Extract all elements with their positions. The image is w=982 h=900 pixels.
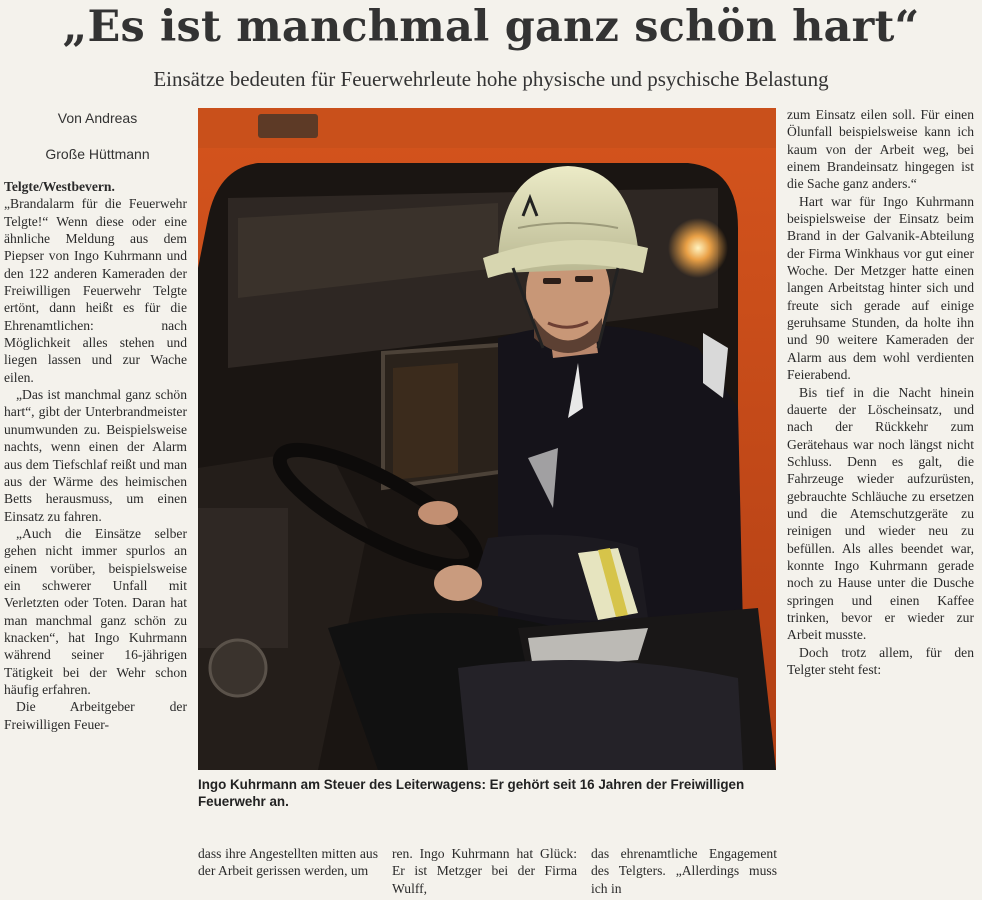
photo (198, 108, 776, 770)
article-column-5 (787, 106, 974, 678)
byline-line-2: Große Hüttmann (45, 146, 150, 162)
paragraph-text: „Brandalarm für die Feuerwehr Telgte!“ Wenn diese oder eine ähnliche Meldung aus dem Piepser von Ingo Kuhrmann und den 122 anderen Kameraden der Freiwilligen Feuerwehr Telgte ertönt, dann heißt es für die Ehrenamtlichen: nach Möglichkeit alles stehen und liegen lassen und zur Wache eilen. (4, 196, 187, 385)
paragraph: „Das ist manchmal ganz schön hart“, gibt der Unterbrandmeister unumwunden zu. Beispielsweise nachts, wenn einen der Alarm aus dem Tiefschlaf reißt und man aus der Wärme des heimischen Betts herausmuss, um einen Einsatz zu fahren. (4, 387, 187, 524)
bottom-column-3: ren. Ingo Kuhrmann hat Glück: Er ist Metzger bei der Firma Wulff, (392, 846, 577, 896)
byline-line-1: Von Andreas (57, 110, 138, 126)
article-column-1 (4, 178, 187, 733)
paragraph: Die Arbeitgeber der Freiwilligen Feuer- (4, 699, 187, 732)
paragraph (4, 178, 187, 386)
headline: „Es ist manchmal ganz schön hart“ (62, 2, 920, 52)
photo-caption: Ingo Kuhrmann am Steuer des Leiterwagens: Er gehört seit 16 Jahren der Freiwilligen Feuerwehr an. (198, 777, 745, 809)
paragraph: Hart war für Ingo Kuhrmann beispielsweise der Einsatz beim Brand in der Galvanik-Abteilung der Firma Winkhaus vor gut einer Woche. Der Metzger hatte einen langen Arbeitstag hinter sich und freute sich gerade auf einige geruhsame Stunden, da holte ihn und 90 weitere Kameraden der Alarm aus dem wohl verdienten Feierabend. (787, 193, 974, 383)
paragraph: Bis tief in die Nacht hinein dauerte der Löscheinsatz, und nach der Rückkehr zum Gerätehaus war noch längst nicht Schluss. Denn es galt, die Fahrzeuge wieder aufzurüsten, gebrauchte Schläuche zu ersetzen und die Atemschutzgeräte zu reinigen und wieder neu zu befüllen. Als alles beendet war, konnte Ingo Kuhrmann gerade noch zu Hause unter die Dusche springen und einen Kaffee trinken, bevor er wieder zur Arbeit musste. (787, 384, 974, 643)
dateline: Telgte/Westbevern. (4, 179, 115, 194)
subheadline: Einsätze bedeuten für Feuerwehrleute hohe physische und psychische Belastung (153, 67, 829, 91)
bottom-column-4: das ehrenamtliche Engagement des Telgters. „Allerdings muss ich in (591, 846, 777, 896)
paragraph: Doch trotz allem, für den Telgter steht fest: (787, 644, 974, 677)
paragraph: zum Einsatz eilen soll. Für einen Ölunfall beispielsweise kann ich kaum von der Arbeit weg, bei einem Brandeinsatz hingegen ist die Sache ganz anders.“ (787, 107, 974, 192)
bottom-column-2: dass ihre Angestellten mitten aus der Arbeit gerissen werden, um (198, 846, 378, 879)
paragraph: „Auch die Einsätze selber gehen nicht immer spurlos an einem vorüber, beispielsweise ein schwerer Unfall mit Verletzten oder Toten. Daran hat man manchmal ganz schön zu knacken“, hat Ingo Kuhrmann während seiner 16-jährigen Tätigkeit bei der Wehr schon häufig erfahren. (4, 525, 187, 697)
